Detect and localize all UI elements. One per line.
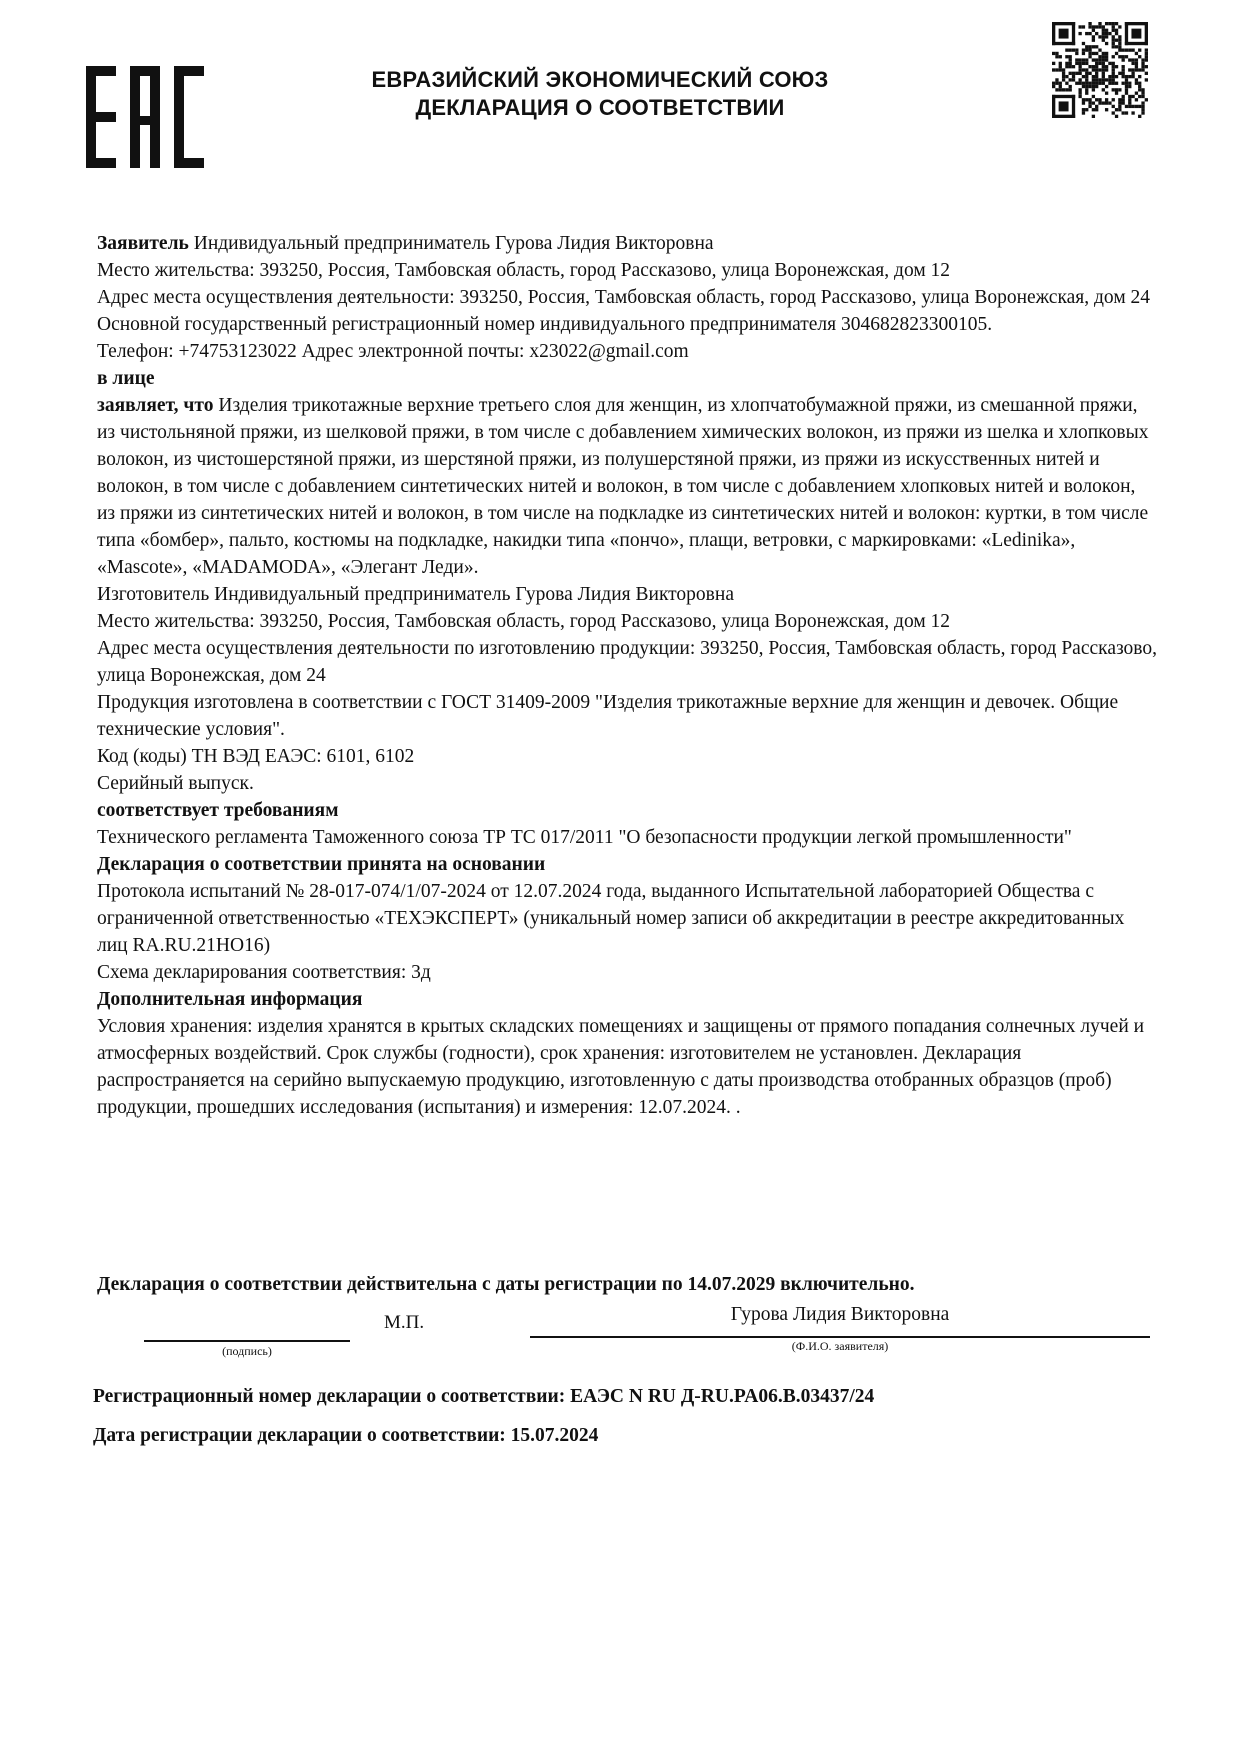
release-type: Серийный выпуск. [97,773,254,794]
manufacturer-residence: Место жительства: 393250, Россия, Тамбовская область, город Рассказово, улица Воронежская, дом 12 [97,611,951,632]
additional-info-text: Условия хранения: изделия хранятся в крытых складских помещениях и защищены от прямого попадания солнечных лучей и атмосферных воздействий. Срок службы (годности), срок хранения: изготовителем не установлен. Декларация распространяется на серийно выпускаемую продукцию, изготовленную с даты производства отобранных образцов (проб) продукции, прошедших исследования (испытания) и измерения: 12.07.2024. . [97,1016,1145,1118]
document-title: ДЕКЛАРАЦИЯ О СООТВЕТСТВИИ [415,95,785,120]
declaration-scheme: Схема декларирования соответствия: 3д [97,962,431,983]
signer-name: Гурова Лидия Викторовна [730,1304,950,1325]
signature-caption: (подпись) [222,1344,272,1358]
manufacturer-production-address: Адрес места осуществления деятельности по изготовлению продукции: 393250, Россия, Тамбовская область, город Рассказово, улица Воронежская, дом 24 [97,638,1158,686]
applicant-activity-address: Адрес места осуществления деятельности: 393250, Россия, Тамбовская область, город Рассказово, улица Воронежская, дом 24 [97,287,1151,308]
signature-line [144,1340,350,1342]
union-title: ЕВРАЗИЙСКИЙ ЭКОНОМИЧЕСКИЙ СОЮЗ [371,67,829,92]
document-header [300,66,900,122]
manufacturer-standard: Продукция изготовлена в соответствии с ГОСТ 31409-2009 "Изделия трикотажные верхние для женщин и девочек. Общие технические условия". [97,692,1119,740]
basis-label: Декларация о соответствии принята на основании [97,854,546,875]
eac-logo [86,66,204,168]
validity-statement: Декларация о соответствии действительна с даты регистрации по 14.07.2029 включительно. [97,1274,915,1295]
registration-number: Регистрационный номер декларации о соответствии: ЕАЭС N RU Д-RU.PA06.B.03437/24 [93,1386,875,1407]
signer-name-line [530,1336,1150,1338]
conforms-label: соответствует требованиям [97,800,339,821]
applicant-ogrn: Основной государственный регистрационный номер индивидуального предпринимателя 304682823300105. [97,314,993,335]
declares-label: заявляет, что [97,395,214,416]
product-description: Изделия трикотажные верхние третьего слоя для женщин, из хлопчатобумажной пряжи, из смешанной пряжи, из чистольняной пряжи, из шелковой пряжи, в том числе с добавлением химических волокон, из пряжи из шелка и хлопковых волокон, из чистошерстяной пряжи, из шерстяной пряжи, из полушерстяной пряжи, из пряжи из искусственных нитей и волокон, в том числе с добавлением синтетических нитей и волокон, в том числе с добавлением хлопковых нитей и волокон, из пряжи из синтетических нитей и волокон, в том числе на подкладке из синтетических нитей и волокон: куртки, в том числе типа «бомбер», пальто, костюмы на подкладке, накидки типа «пончо», плащи, ветровки, с маркировками: «Ledinika», «Mascote», «MADAMODA», «Элегант Леди». [97,395,1149,578]
manufacturer-name: Изготовитель Индивидуальный предприниматель Гурова Лидия Викторовна [97,584,734,605]
registration-date: Дата регистрации декларации о соответствии: 15.07.2024 [93,1425,599,1446]
regulation-text: Технического регламента Таможенного союза ТР ТС 017/2011 "О безопасности продукции легкой промышленности" [97,827,1072,848]
additional-info-label: Дополнительная информация [97,989,363,1010]
signer-name-caption: (Ф.И.О. заявителя) [791,1339,889,1353]
applicant-name: Индивидуальный предприниматель Гурова Лидия Викторовна [193,233,714,254]
declares-paragraph [97,392,1157,581]
applicant-line [97,230,1157,257]
test-protocol: Протокола испытаний № 28-017-074/1/07-2024 от 12.07.2024 года, выданного Испытательной лабораторией Общества с ограниченной ответственностью «ТЕХЭКСПЕРТ» (уникальный номер записи об аккредитации в реестре аккредитованных лиц RA.RU.21НО16) [97,881,1125,956]
qr-code-icon[interactable] [1052,22,1148,118]
applicant-label: Заявитель [97,233,189,254]
applicant-contacts: Телефон: +74753123022 Адрес электронной почты: x23022@gmail.com [97,341,689,362]
applicant-residence: Место жительства: 393250, Россия, Тамбовская область, город Рассказово, улица Воронежская, дом 12 [97,260,951,281]
stamp-place-label: М.П. [384,1312,425,1333]
tn-ved-codes: Код (коды) ТН ВЭД ЕАЭС: 6101, 6102 [97,746,415,767]
declaration-body [97,230,1157,1121]
in-person-label: в лице [97,368,155,389]
